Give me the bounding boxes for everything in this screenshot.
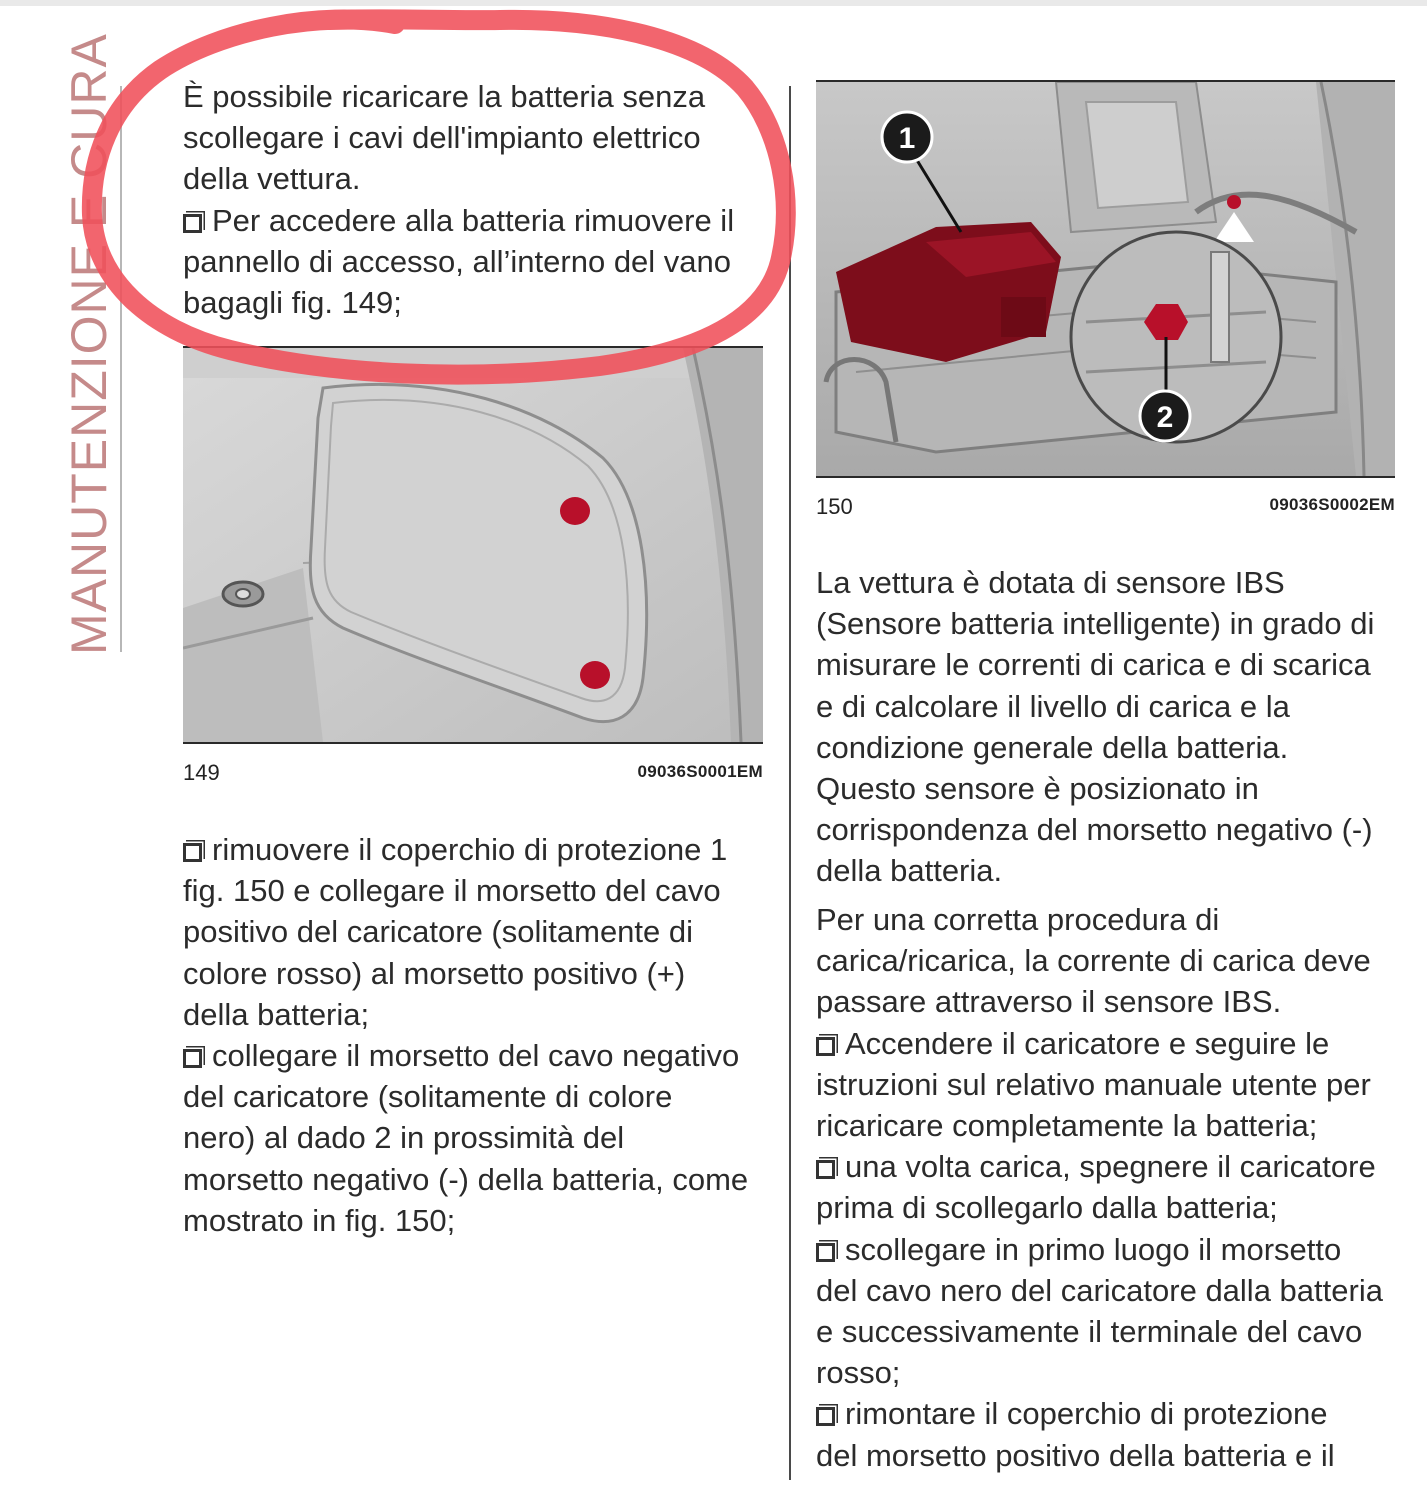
- text-line: Per accedere alla batteria rimuovere il: [212, 202, 735, 238]
- text-line: prima di scollegarlo dalla batteria;: [816, 1190, 1278, 1226]
- text-line: mostrato in fig. 150;: [183, 1202, 456, 1238]
- figure-149-number: 149: [183, 760, 220, 785]
- text-line: scollegare i cavi dell'impianto elettrico: [183, 120, 701, 156]
- text-line: morsetto negativo (-) della batteria, come: [183, 1161, 749, 1197]
- section-rule: [120, 86, 122, 652]
- text-line: (Sensore batteria intelligente) in grado di: [816, 606, 1375, 642]
- checkbox-bullet-icon: [816, 1407, 835, 1426]
- step-turn-on-charger: [816, 1023, 1416, 1064]
- step-refit-cover: [816, 1393, 1416, 1434]
- figure-149-image: [183, 346, 763, 744]
- text-line: ricaricare completamente la batteria;: [816, 1108, 1318, 1144]
- step-positive-clamp: [183, 829, 783, 870]
- top-shade: [0, 0, 1427, 6]
- text-line: passare attraverso il sensore IBS.: [816, 984, 1282, 1020]
- figure-150-number: 150: [816, 494, 853, 519]
- text-line: positivo del caricatore (solitamente di: [183, 914, 694, 950]
- text-line: rimontare il coperchio di protezione: [845, 1396, 1328, 1432]
- battery-illustration: [816, 82, 1395, 476]
- figure-149-code: 09036S0001EM: [637, 762, 763, 781]
- text-line: del morsetto positivo della batteria e il: [816, 1437, 1335, 1473]
- step-access-panel: [183, 200, 783, 241]
- text-line: Questo sensore è posizionato in: [816, 771, 1259, 807]
- intro-paragraph: [183, 76, 783, 323]
- steps-paragraph: [183, 829, 783, 1241]
- text-line: istruzioni sul relativo manuale utente per: [816, 1066, 1371, 1102]
- text-line: della vettura.: [183, 161, 361, 197]
- text-line: pannello di accesso, all’interno del vano: [183, 243, 732, 279]
- callout-1-label: 1: [898, 122, 916, 155]
- step-disconnect-clamps: [816, 1229, 1416, 1270]
- text-line: È possibile ricaricare la batteria senza: [183, 79, 706, 114]
- callout-2-label: 2: [1156, 401, 1174, 434]
- text-line: e successivamente il terminale del cavo: [816, 1314, 1363, 1350]
- text-line: Per una corretta procedura di: [816, 902, 1220, 937]
- section-title: MANUTENZIONE E CURA: [61, 33, 117, 655]
- text-line: rimuovere il coperchio di protezione 1: [212, 832, 728, 867]
- checkbox-bullet-icon: [183, 843, 202, 862]
- text-line: nero) al dado 2 in prossimità del: [183, 1120, 625, 1156]
- procedure-paragraph: [816, 899, 1416, 1476]
- text-line: scollegare in primo luogo il morsetto: [845, 1231, 1342, 1267]
- text-line: del caricatore (solitamente di colore: [183, 1079, 673, 1115]
- ibs-paragraph: [816, 562, 1416, 892]
- text-line: rosso;: [816, 1355, 901, 1391]
- column-divider: [789, 86, 791, 1480]
- checkbox-bullet-icon: [183, 214, 202, 233]
- text-line: La vettura è dotata di sensore IBS: [816, 565, 1285, 600]
- figure-150-image: [816, 80, 1395, 478]
- checkbox-bullet-icon: [816, 1160, 835, 1179]
- text-line: collegare il morsetto del cavo negativo: [212, 1038, 740, 1074]
- trunk-access-panel-illustration: [183, 348, 763, 742]
- text-line: carica/ricarica, la corrente di carica deve: [816, 943, 1371, 979]
- checkbox-bullet-icon: [816, 1037, 835, 1056]
- checkbox-bullet-icon: [183, 1049, 202, 1068]
- text-line: del cavo nero del caricatore dalla batteria: [816, 1272, 1383, 1308]
- text-line: misurare le correnti di carica e di scarica: [816, 647, 1371, 683]
- text-line: e di calcolare il livello di carica e la: [816, 688, 1290, 724]
- text-line: una volta carica, spegnere il caricatore: [845, 1149, 1376, 1185]
- text-line: Accendere il caricatore e seguire le: [845, 1025, 1330, 1061]
- checkbox-bullet-icon: [816, 1243, 835, 1262]
- text-line: fig. 150 e collegare il morsetto del cavo: [183, 873, 721, 909]
- text-line: corrispondenza del morsetto negativo (-): [816, 812, 1373, 848]
- text-line: colore rosso) al morsetto positivo (+): [183, 955, 686, 991]
- step-turn-off-charger: [816, 1146, 1416, 1187]
- figure-150-code: 09036S0002EM: [1269, 495, 1395, 514]
- text-line: bagagli fig. 149;: [183, 285, 402, 321]
- text-line: della batteria;: [183, 996, 370, 1032]
- text-line: della batteria.: [816, 853, 1003, 889]
- text-line: condizione generale della batteria.: [816, 729, 1289, 765]
- step-negative-clamp: [183, 1035, 783, 1076]
